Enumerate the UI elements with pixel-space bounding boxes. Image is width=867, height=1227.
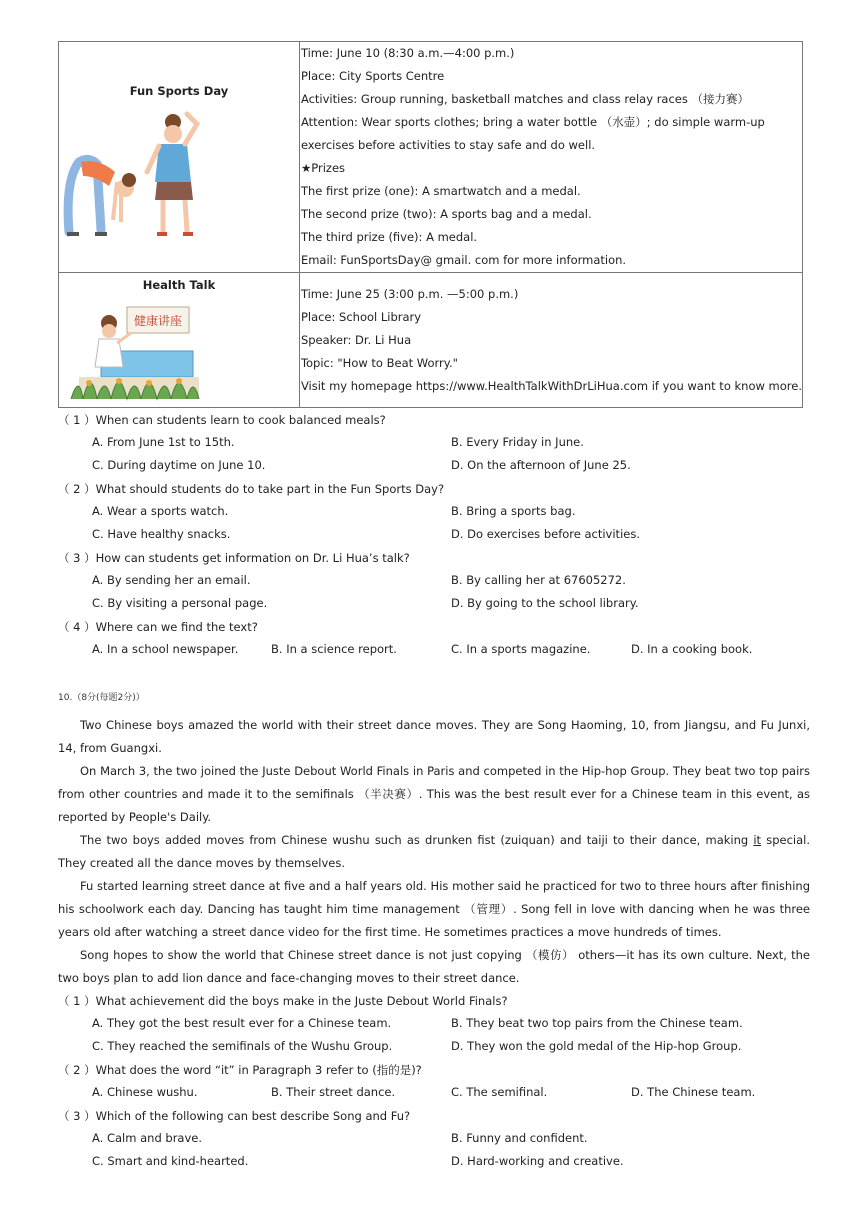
option: D. Do exercises before activities. bbox=[451, 527, 640, 541]
sports-cell bbox=[59, 42, 300, 273]
health-details bbox=[299, 273, 802, 408]
question-stem: （ 2 ）What should students do to take part in the Fun Sports Day? bbox=[58, 482, 445, 496]
option: B. Bring a sports bag. bbox=[451, 504, 576, 518]
sports-title: Fun Sports Day bbox=[129, 84, 229, 98]
sports-line: Email: FunSportsDay@ gmail. com for more information. bbox=[300, 253, 627, 267]
sports-line: ★Prizes bbox=[300, 161, 346, 175]
option: B. In a science report. bbox=[271, 642, 397, 656]
option: C. They reached the semifinals of the Wushu Group. bbox=[92, 1039, 393, 1053]
option: A. They got the best result ever for a Chinese team. bbox=[92, 1016, 392, 1030]
stretching-people-illustration bbox=[59, 110, 307, 250]
option: C. During daytime on June 10. bbox=[92, 458, 266, 472]
question-stem: （ 4 ）Where can we find the text? bbox=[58, 620, 258, 634]
health-line: Speaker: Dr. Li Hua bbox=[300, 333, 412, 347]
option: C. Smart and kind-hearted. bbox=[92, 1154, 249, 1168]
option: C. In a sports magazine. bbox=[451, 642, 591, 656]
health-line: Topic: "How to Beat Worry." bbox=[300, 356, 458, 370]
question-stem: （ 2 ）What does the word “it” in Paragraph 3 refer to (指的是)? bbox=[58, 1063, 422, 1077]
option: C. By visiting a personal page. bbox=[92, 596, 268, 610]
health-cell bbox=[59, 273, 300, 408]
health-line: Place: School Library bbox=[300, 310, 422, 324]
question-stem: （ 3 ）Which of the following can best describe Song and Fu? bbox=[58, 1109, 411, 1123]
sports-line: Place: City Sports Centre bbox=[300, 69, 445, 83]
sports-line: exercises before activities to stay safe and do well. bbox=[300, 138, 596, 152]
health-title: Health Talk bbox=[142, 278, 216, 292]
sports-line: Attention: Wear sports clothes; bring a water bottle （水壶）; do simple warm-up bbox=[300, 115, 765, 129]
board-text: 健康讲座 bbox=[133, 314, 183, 328]
health-talk-illustration bbox=[69, 303, 229, 403]
option: B. They beat two top pairs from the Chinese team. bbox=[451, 1016, 743, 1030]
sports-line: Activities: Group running, basketball matches and class relay races （接力赛） bbox=[300, 92, 750, 106]
events-table bbox=[58, 41, 803, 408]
option: C. The semifinal. bbox=[451, 1085, 548, 1099]
paragraph bbox=[58, 829, 810, 875]
option: C. Have healthy snacks. bbox=[92, 527, 231, 541]
health-line: Time: June 25 (3:00 p.m. —5:00 p.m.) bbox=[300, 287, 519, 301]
sports-row bbox=[59, 42, 803, 273]
section-heading: 10.（8分(每题2分)） bbox=[58, 693, 145, 703]
option: D. In a cooking book. bbox=[631, 642, 753, 656]
health-line: Visit my homepage https://www.HealthTalkWithDrLiHua.com if you want to know more. bbox=[300, 379, 802, 393]
option: D. On the afternoon of June 25. bbox=[451, 458, 631, 472]
sports-line: The first prize (one): A smartwatch and a medal. bbox=[300, 184, 581, 198]
sports-line: Time: June 10 (8:30 a.m.—4:00 p.m.) bbox=[300, 46, 515, 60]
paragraph: On March 3, the two joined the Juste Debout World Finals in Paris and competed in the Hip-hop Group. They beat two top pairs from other countries and made it to the semifinals （半决赛）. This was the best result ever for a Chinese team in this event, as reported by People's Daily. bbox=[58, 764, 810, 824]
option: A. Chinese wushu. bbox=[92, 1085, 198, 1099]
sports-details bbox=[299, 42, 802, 273]
health-row bbox=[59, 273, 803, 408]
paragraph: Song hopes to show the world that Chinese street dance is not just copying （模仿） others—it has its own culture. Next, the two boys plan to add lion dance and face-changing moves to their street dance. bbox=[58, 948, 810, 985]
option: D. The Chinese team. bbox=[631, 1085, 756, 1099]
option: B. Their street dance. bbox=[271, 1085, 396, 1099]
question-stem: （ 1 ）When can students learn to cook balanced meals? bbox=[58, 413, 386, 427]
option: A. Calm and brave. bbox=[92, 1131, 203, 1145]
option: A. By sending her an email. bbox=[92, 573, 251, 587]
passage bbox=[58, 714, 810, 990]
option: B. Every Friday in June. bbox=[451, 435, 584, 449]
sports-line: The third prize (five): A medal. bbox=[300, 230, 478, 244]
option: A. Wear a sports watch. bbox=[92, 504, 229, 518]
question-stem: （ 3 ）How can students get information on Dr. Li Hua’s talk? bbox=[58, 551, 410, 565]
option: B. By calling her at 67605272. bbox=[451, 573, 626, 587]
underlined-word: it bbox=[753, 833, 762, 847]
option: D. By going to the school library. bbox=[451, 596, 639, 610]
option: D. Hard-working and creative. bbox=[451, 1154, 624, 1168]
sports-line: The second prize (two): A sports bag and a medal. bbox=[300, 207, 592, 221]
option: A. From June 1st to 15th. bbox=[92, 435, 235, 449]
option: B. Funny and confident. bbox=[451, 1131, 588, 1145]
paragraph-text: The two boys added moves from Chinese wushu such as drunken fist (zuiquan) and taiji to their dance, making bbox=[80, 833, 754, 847]
paragraph: Fu started learning street dance at five and a half years old. His mother said he practiced for two to three hours after finishing his schoolwork each day. Dancing has taught him time management （管理）. Song fell in love with dancing when he was three years old after watching a street dance video for the first time. He sometimes practices a move hundreds of times. bbox=[58, 879, 810, 939]
paragraph: Two Chinese boys amazed the world with their street dance moves. They are Song Haoming, 10, from Jiangsu, and Fu Junxi, 14, from Guangxi. bbox=[58, 718, 810, 755]
option: D. They won the gold medal of the Hip-hop Group. bbox=[451, 1039, 742, 1053]
question-stem: （ 1 ）What achievement did the boys make in the Juste Debout World Finals? bbox=[58, 994, 508, 1008]
option: A. In a school newspaper. bbox=[92, 642, 239, 656]
paragraph-text: special. They created all the dance moves by themselves. bbox=[58, 833, 810, 870]
